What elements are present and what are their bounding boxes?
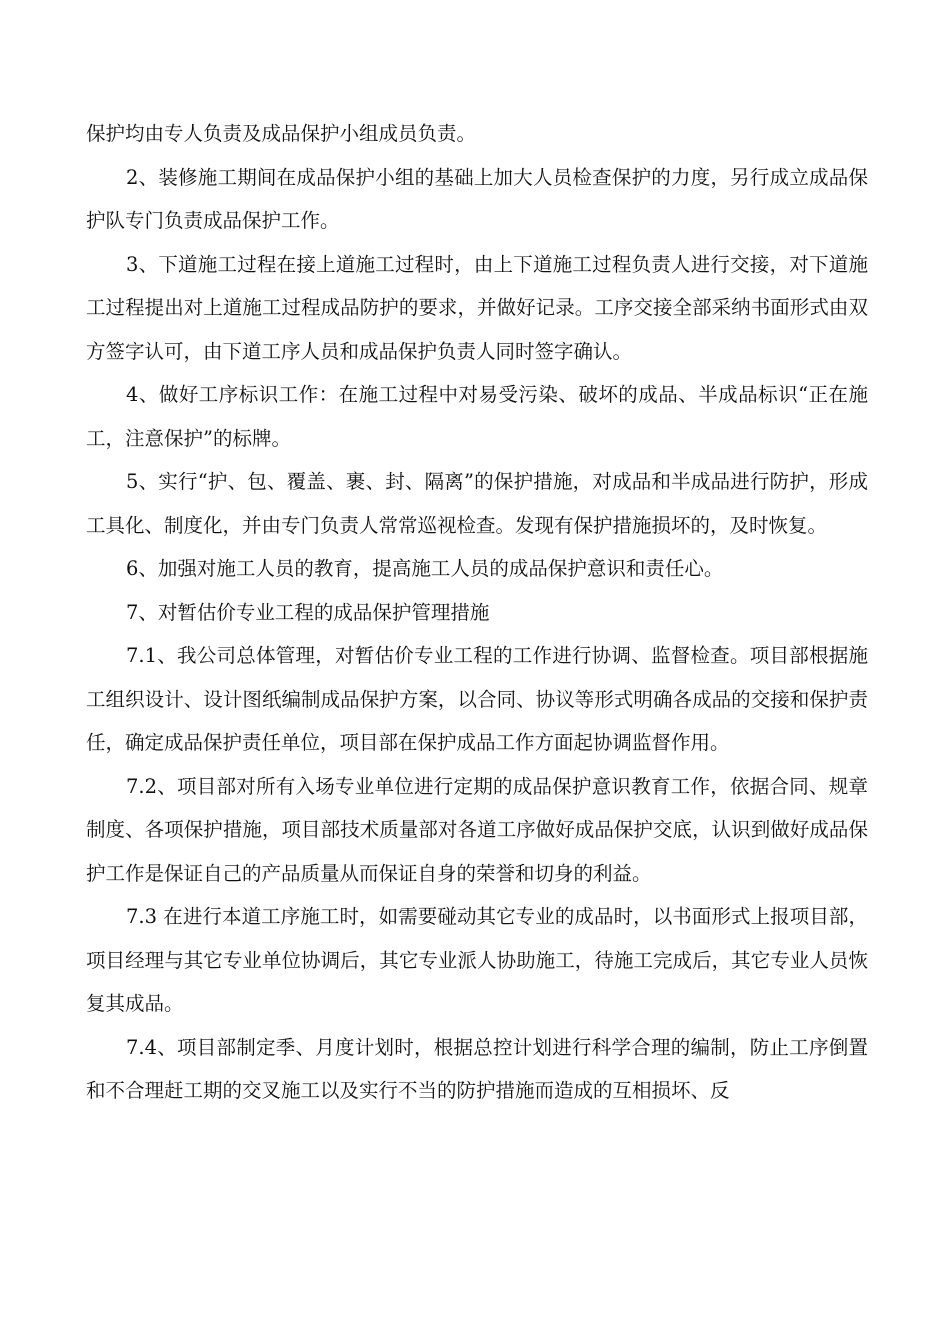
paragraph-item-4: 4、做好工序标识工作：在施工过程中对易受污染、破坏的成品、半成品标识“正在施工，注意保护”的标牌。 <box>86 383 868 450</box>
paragraph-item-7-2: 7.2、项目部对所有入场专业单位进行定期的成品保护意识教育工作，依据合同、规章制度、各项保护措施，项目部技术质量部对各道工序做好成品保护交底，认识到做好成品保护工作是保证自己的产品质量从而保证自身的荣誉和切身的利益。 <box>86 774 868 885</box>
document-body <box>86 112 868 1113</box>
paragraph-item-3: 3、下道施工过程在接上道施工过程时，由上下道施工过程负责人进行交接，对下道施工过程提出对上道施工过程成品防护的要求，并做好记录。工序交接全部采纳书面形式由双方签字认可，由下道工序人员和成品保护负责人同时签字确认。 <box>86 252 868 363</box>
paragraph-item-7-heading: 7、对暂估价专业工程的成品保护管理措施 <box>126 600 490 624</box>
paragraph-item-7-3: 7.3 在进行本道工序施工时，如需要碰动其它专业的成品时，以书面形式上报项目部，项目经理与其它专业单位协调后，其它专业派人协助施工，待施工完成后，其它专业人员恢复其成品。 <box>86 905 868 1015</box>
paragraph-item-7-1: 7.1、我公司总体管理，对暂估价专业工程的工作进行协调、监督检查。项目部根据施工组织设计、设计图纸编制成品保护方案，以合同、协议等形式明确各成品的交接和保护责任，确定成品保护责任单位，项目部在保护成品工作方面起协调监督作用。 <box>86 644 868 754</box>
paragraph-item-7-4: 7.4、项目部制定季、月度计划时，根据总控计划进行科学合理的编制，防止工序倒置和不合理赶工期的交叉施工以及实行不当的防护措施而造成的互相损坏、反 <box>86 1035 868 1102</box>
paragraph-item-2: 2、装修施工期间在成品保护小组的基础上加大人员检查保护的力度，另行成立成品保护队专门负责成品保护工作。 <box>86 165 868 232</box>
paragraph-item-5: 5、实行“护、包、覆盖、裹、封、隔离”的保护措施，对成品和半成品进行防护，形成工具化、制度化，并由专门负责人常常巡视检查。发现有保护措施损坏的，及时恢复。 <box>86 470 868 537</box>
paragraph-item-6: 6、加强对施工人员的教育，提高施工人员的成品保护意识和责任心。 <box>126 557 724 580</box>
paragraph-continuation: 保护均由专人负责及成品保护小组成员负责。 <box>86 122 477 145</box>
